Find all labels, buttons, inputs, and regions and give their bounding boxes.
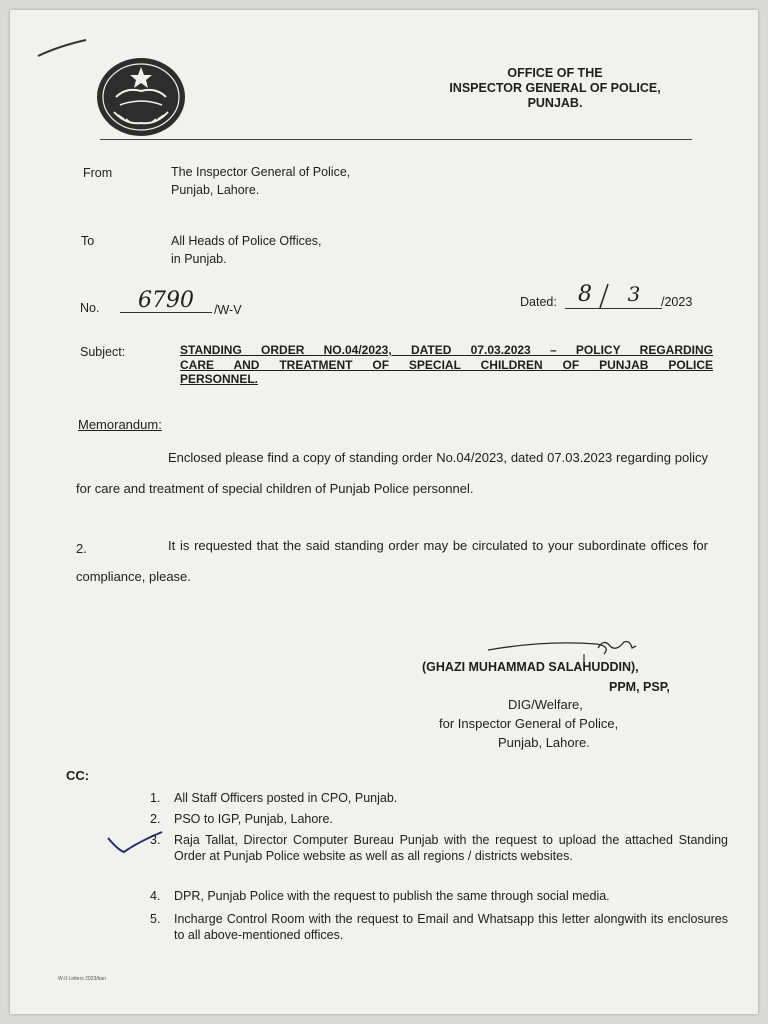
cc-item — [150, 790, 730, 806]
office-line-3: PUNJAB. — [527, 96, 583, 110]
cc-item-number: 5. — [150, 912, 161, 926]
from-label: From — [83, 166, 113, 180]
to-line-1: All Heads of Police Offices, — [171, 234, 322, 248]
subject-line-2: CARE AND TREATMENT OF SPECIAL CHILDREN OF PUNJAB POLICE — [180, 357, 713, 372]
from-line-2: Punjab, Lahore. — [171, 183, 260, 197]
from-block — [171, 163, 350, 199]
number-value: 6790 — [120, 290, 212, 313]
header-divider — [100, 139, 692, 140]
memo-paragraph-1: Enclosed please find a copy of standing order No.04/2023, dated 07.03.2023 regarding policy for care and treatment of special children of Punjab Police personnel. — [76, 450, 708, 496]
subject-text — [180, 343, 713, 387]
cc-item — [150, 811, 730, 827]
cc-item — [150, 911, 730, 943]
pen-mark — [34, 36, 94, 60]
number-suffix: /W-V — [214, 303, 242, 317]
cc-item — [150, 832, 730, 864]
cc-item-number: 1. — [150, 791, 161, 805]
subject-line-3: PERSONNEL. — [180, 372, 259, 386]
cc-item — [150, 888, 730, 904]
subject-line-1: STANDING ORDER NO.04/2023, DATED 07.03.2023 – POLICY REGARDING — [180, 343, 713, 357]
dated-year: /2023 — [661, 295, 693, 309]
subject-label: Subject: — [80, 345, 126, 359]
dated-label: Dated: — [520, 295, 557, 309]
to-line-2: in Punjab. — [171, 252, 227, 266]
cc-item-number: 2. — [150, 812, 161, 826]
to-label: To — [81, 234, 95, 248]
cc-item-text: Incharge Control Room with the request to Email and Whatsapp this letter alongwith its enclosures to all above-mentioned offices. — [174, 912, 728, 942]
cc-item-text: DPR, Punjab Police with the request to publish the same through social media. — [174, 889, 610, 903]
dated-day: 8 — [578, 282, 592, 307]
signatory-honours: PPM, PSP, — [609, 680, 670, 694]
memorandum-heading: Memorandum: — [78, 417, 162, 432]
cc-item-number: 4. — [150, 889, 161, 903]
dated-underline — [565, 308, 662, 309]
punjab-police-emblem — [96, 57, 186, 137]
cc-item-text: Raja Tallat, Director Computer Bureau Punjab with the request to upload the attached Standing Order at Punjab Police website as well as all regions / districts websites. — [174, 833, 728, 863]
signatory-for: for Inspector General of Police, — [439, 716, 619, 731]
signatory-name: (GHAZI MUHAMMAD SALAHUDDIN), — [422, 660, 639, 674]
number-label: No. — [80, 301, 100, 315]
cc-item-text: PSO to IGP, Punjab, Lahore. — [174, 812, 333, 826]
dated-month: 3 — [627, 282, 641, 306]
memo-paragraph-2: It is requested that the said standing order may be circulated to your subordinate offices for compliance, please. — [76, 538, 708, 584]
from-line-1: The Inspector General of Police, — [171, 165, 351, 179]
office-heading — [410, 66, 700, 111]
date-slash — [596, 282, 612, 310]
cc-item-text: All Staff Officers posted in CPO, Punjab. — [174, 791, 398, 805]
footer-code: W-II Letters 2023/ban — [58, 976, 106, 982]
cc-item-number: 3. — [150, 833, 161, 847]
office-line-1: OFFICE OF THE — [507, 66, 603, 80]
signatory-title: DIG/Welfare, — [508, 697, 583, 712]
memo-paragraph-2-number: 2. — [76, 541, 87, 556]
cc-label: CC: — [66, 768, 90, 783]
to-block — [171, 232, 322, 268]
office-line-2: INSPECTOR GENERAL OF POLICE, — [449, 81, 661, 95]
signatory-place: Punjab, Lahore. — [498, 735, 590, 750]
letter-page — [10, 10, 758, 1014]
